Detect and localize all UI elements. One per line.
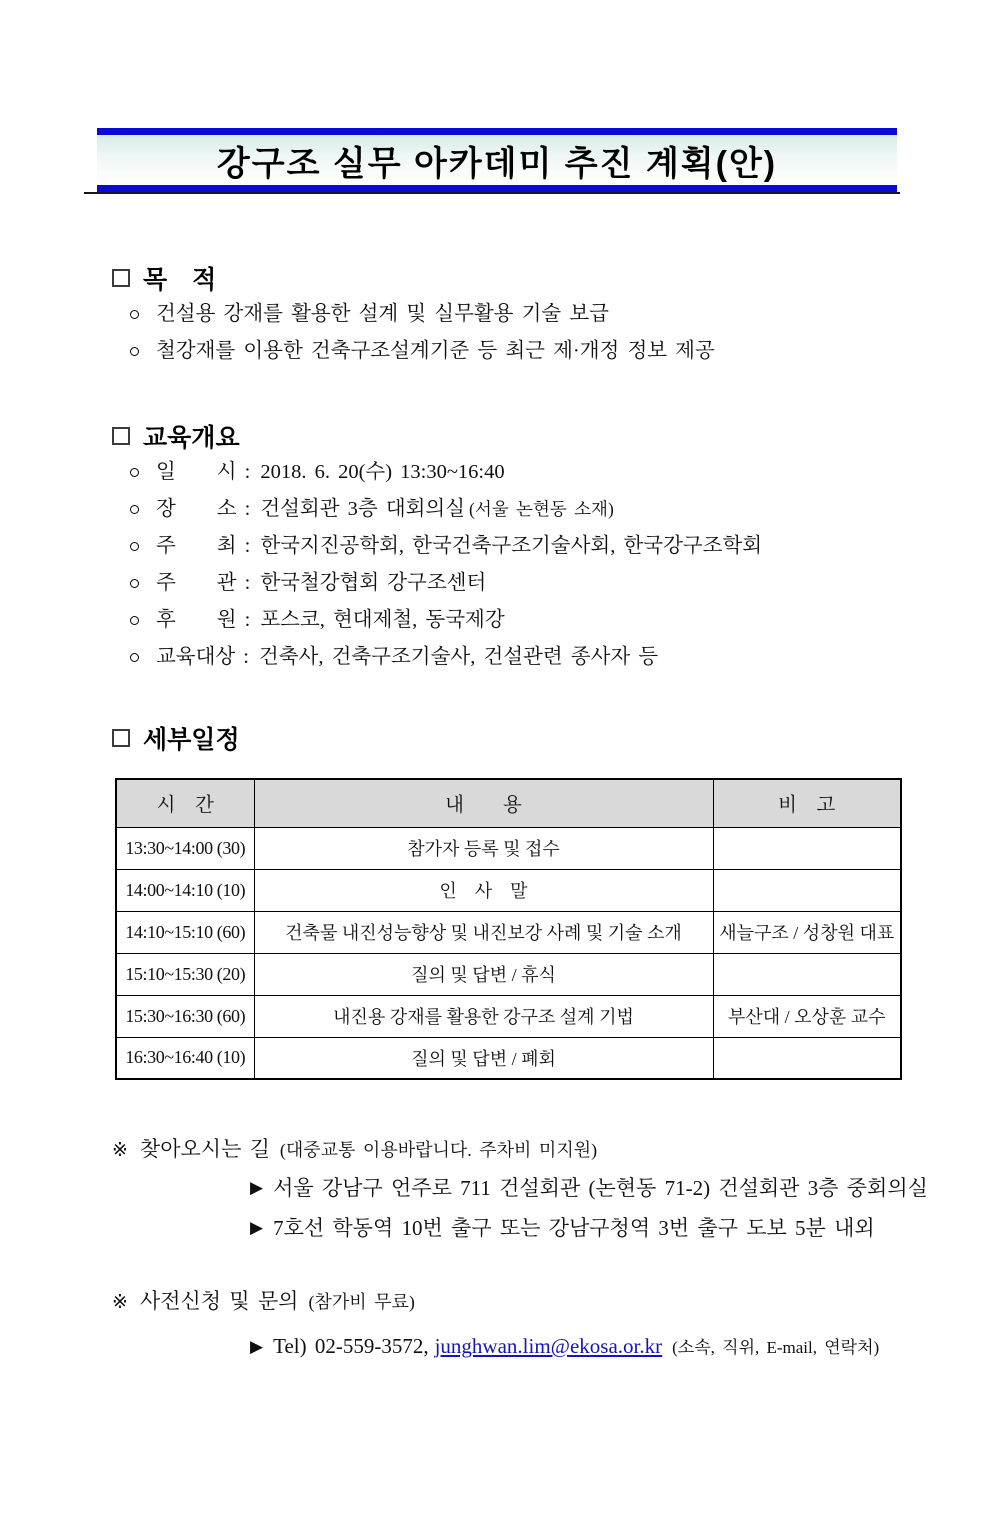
title-banner <box>97 128 897 194</box>
overview-heading-label: 교육개요 <box>143 424 240 452</box>
col-header-content: 내 용 <box>254 779 713 827</box>
directions-heading <box>112 1132 992 1168</box>
section-heading-schedule <box>112 720 992 756</box>
section-heading-purpose <box>112 260 992 296</box>
overview-label: 장 소 <box>156 498 237 520</box>
purpose-item-text: 건설용 강재를 활용한 설계 및 실무활용 기술 보급 <box>156 303 609 325</box>
overview-item-host <box>130 528 992 565</box>
table-row <box>116 953 901 995</box>
cell-note <box>713 953 901 995</box>
overview-item-sponsor <box>130 602 992 639</box>
schedule-table <box>115 778 902 1080</box>
registration-title: 사전신청 및 문의 <box>139 1289 299 1313</box>
directions-title: 찾아오시는 길 <box>139 1137 270 1161</box>
arrow-bullet-icon: ▶ <box>250 1337 264 1356</box>
square-bullet-icon <box>112 729 130 747</box>
overview-label: 주 최 <box>156 535 237 557</box>
overview-colon: : <box>244 535 251 557</box>
overview-colon: : <box>244 498 251 520</box>
cell-note: 새늘구조 / 성창원 대표 <box>713 911 901 953</box>
purpose-item <box>130 333 992 370</box>
registration-heading <box>112 1284 992 1320</box>
reference-mark-icon: ※ <box>112 1292 128 1313</box>
section-schedule <box>0 720 992 1080</box>
directions-subtitle: (대중교통 이용바랍니다. 주차비 미지원) <box>279 1140 598 1160</box>
overview-colon: : <box>243 646 249 668</box>
cell-content: 참가자 등록 및 접수 <box>254 827 713 869</box>
cell-note: 부산대 / 오상훈 교수 <box>713 995 901 1037</box>
overview-value: 한국철강협회 강구조센터 <box>260 572 487 594</box>
section-heading-overview <box>112 418 992 454</box>
email-note: (소속, 직위, E-mail, 연락처) <box>672 1338 880 1357</box>
directions-note <box>112 1132 992 1248</box>
page-title: 강구조 실무 아카데미 추진 계획(안) <box>216 144 778 183</box>
cell-time: 15:10~15:30 (20) <box>116 953 254 995</box>
tel-label: Tel) 02-559-3572, <box>273 1334 429 1358</box>
direction-line-text: 서울 강남구 언주로 711 건설회관 (논현동 71-2) 건설회관 3층 중회의실 <box>273 1176 928 1200</box>
overview-value: 한국지진공학회, 한국건축구조기술사회, 한국강구조학회 <box>260 535 763 557</box>
overview-label: 후 원 <box>156 609 237 631</box>
cell-content: 내진용 강재를 활용한 강구조 설계 기법 <box>254 995 713 1037</box>
cell-content: 질의 및 답변 / 폐회 <box>254 1037 713 1079</box>
purpose-item-text: 철강재를 이용한 건축구조설계기준 등 최근 제·개정 정보 제공 <box>156 340 715 362</box>
cell-time: 13:30~14:00 (30) <box>116 827 254 869</box>
cell-content: 건축물 내진성능향상 및 내진보강 사례 및 기술 소개 <box>254 911 713 953</box>
overview-value: 건설회관 3층 대회의실 <box>260 498 466 520</box>
document-page <box>0 128 992 1531</box>
cell-time: 14:10~15:10 (60) <box>116 911 254 953</box>
section-overview <box>0 418 992 676</box>
cell-time: 14:00~14:10 (10) <box>116 869 254 911</box>
direction-line <box>250 1208 992 1248</box>
purpose-heading-label: 목 적 <box>143 266 217 294</box>
reference-mark-icon: ※ <box>112 1140 128 1161</box>
circle-bullet-icon <box>130 579 139 588</box>
square-bullet-icon <box>112 427 130 445</box>
cell-time: 16:30~16:40 (10) <box>116 1037 254 1079</box>
overview-colon: : <box>244 572 251 594</box>
registration-note <box>112 1284 992 1368</box>
cell-note <box>713 869 901 911</box>
circle-bullet-icon <box>130 347 139 356</box>
table-header-row <box>116 779 901 827</box>
overview-value: 2018. 6. 20(수) 13:30~16:40 <box>260 461 505 483</box>
cell-content: 질의 및 답변 / 휴식 <box>254 953 713 995</box>
overview-value-note: (서울 논현동 소재) <box>469 499 614 519</box>
email-link[interactable]: junghwan.lim@ekosa.or.kr <box>434 1334 663 1358</box>
cell-time: 15:30~16:30 (60) <box>116 995 254 1037</box>
title-banner-box <box>97 128 897 192</box>
col-header-note: 비 고 <box>713 779 901 827</box>
table-row <box>116 827 901 869</box>
table-row <box>116 995 901 1037</box>
overview-item-organizer <box>130 565 992 602</box>
overview-item-venue <box>130 491 992 528</box>
schedule-heading-label: 세부일정 <box>143 726 240 754</box>
table-row <box>116 869 901 911</box>
cell-content: 인 사 말 <box>254 869 713 911</box>
overview-value: 건축사, 건축구조기술사, 건설관련 종사자 등 <box>258 646 659 668</box>
banner-underline <box>84 192 900 194</box>
overview-item-audience <box>130 639 992 676</box>
overview-colon: : <box>244 609 251 631</box>
circle-bullet-icon <box>130 542 139 551</box>
circle-bullet-icon <box>130 505 139 514</box>
overview-value: 포스코, 현대제철, 동국제강 <box>260 609 505 631</box>
table-row <box>116 1037 901 1079</box>
circle-bullet-icon <box>130 616 139 625</box>
overview-item-datetime <box>130 454 992 491</box>
square-bullet-icon <box>112 269 130 287</box>
overview-label: 일 시 <box>156 461 237 483</box>
arrow-bullet-icon: ▶ <box>250 1218 264 1237</box>
circle-bullet-icon <box>130 310 139 319</box>
cell-note <box>713 1037 901 1079</box>
registration-subtitle: (참가비 무료) <box>308 1292 415 1312</box>
direction-line <box>250 1168 992 1208</box>
circle-bullet-icon <box>130 653 139 662</box>
arrow-bullet-icon: ▶ <box>250 1178 264 1197</box>
circle-bullet-icon <box>130 468 139 477</box>
purpose-item <box>130 296 992 333</box>
overview-label: 주 관 <box>156 572 237 594</box>
contact-line <box>250 1326 992 1368</box>
overview-label: 교육대상 <box>156 646 236 668</box>
col-header-time: 시 간 <box>116 779 254 827</box>
table-row <box>116 911 901 953</box>
direction-line-text: 7호선 학동역 10번 출구 또는 강남구청역 3번 출구 도보 5분 내외 <box>273 1216 875 1240</box>
cell-note <box>713 827 901 869</box>
section-purpose <box>0 260 992 370</box>
overview-colon: : <box>244 461 251 483</box>
